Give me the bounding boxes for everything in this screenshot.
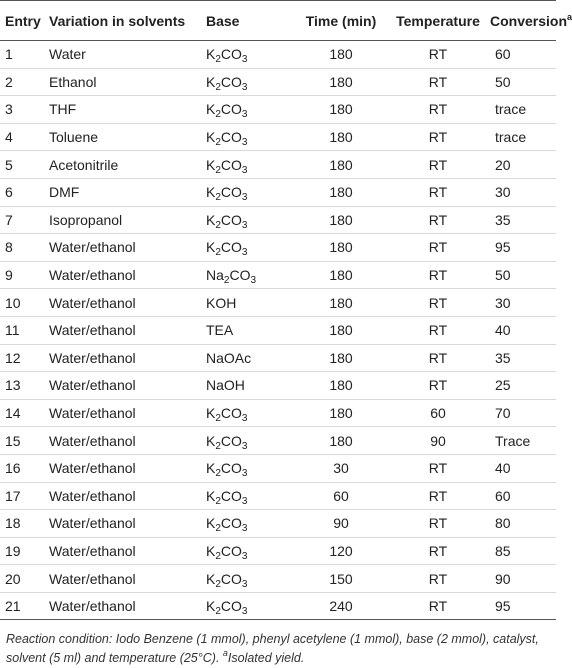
cell-solvent: Water/ethanol <box>44 399 201 427</box>
cell-conversion: trace <box>485 96 556 124</box>
cell-time: 180 <box>291 96 391 124</box>
base-rest: CO <box>220 542 242 559</box>
table-row <box>0 68 556 96</box>
cell-temperature: 60 <box>391 399 485 427</box>
cell-time: 240 <box>291 592 391 620</box>
cell-temperature: RT <box>391 344 485 372</box>
cell-entry: 10 <box>0 289 44 317</box>
cell-entry: 2 <box>0 68 44 96</box>
base-sub: 2 <box>215 606 221 618</box>
base-main: K <box>206 156 216 173</box>
base-rest: CO <box>220 101 242 118</box>
base-sub: 2 <box>215 109 221 121</box>
base-rest: CO <box>220 460 242 477</box>
cell-conversion: Trace <box>485 427 556 455</box>
base-sub: 2 <box>215 192 221 204</box>
table-row <box>0 289 556 317</box>
cell-time: 180 <box>291 261 391 289</box>
base-sub2: 3 <box>241 440 248 452</box>
cell-time: 90 <box>291 510 391 538</box>
cell-conversion: 30 <box>485 178 556 206</box>
cell-time: 180 <box>291 344 391 372</box>
base-sub2: 3 <box>241 468 248 480</box>
cell-base <box>201 41 291 69</box>
cell-solvent: Isopropanol <box>44 206 201 234</box>
cell-entry: 13 <box>0 372 44 400</box>
base-sub2: 3 <box>241 578 248 590</box>
base-sub: 2 <box>215 54 221 66</box>
cell-temperature: RT <box>391 289 485 317</box>
cell-temperature: RT <box>391 151 485 179</box>
cell-base <box>201 96 291 124</box>
cell-conversion: 80 <box>485 510 556 538</box>
table-row <box>0 178 556 206</box>
base-sub: 2 <box>215 137 221 149</box>
cell-entry: 20 <box>0 565 44 593</box>
base-sub: 2 <box>215 523 221 535</box>
base-rest: CO <box>220 211 242 228</box>
base-rest: CO <box>220 598 242 615</box>
table-row <box>0 96 556 124</box>
base-main: K <box>206 211 216 228</box>
base-main: NaOH <box>206 377 245 394</box>
base-rest: CO <box>220 156 242 173</box>
table-row <box>0 344 556 372</box>
header-conversion-sup: a <box>567 11 572 22</box>
table-row <box>0 372 556 400</box>
base-main: K <box>206 515 216 532</box>
cell-entry: 15 <box>0 427 44 455</box>
base-sub2: 3 <box>241 606 248 618</box>
cell-conversion: 70 <box>485 399 556 427</box>
cell-base <box>201 234 291 262</box>
cell-temperature: RT <box>391 206 485 234</box>
cell-base <box>201 289 291 317</box>
table-row <box>0 234 556 262</box>
cell-time: 180 <box>291 316 391 344</box>
cell-base <box>201 178 291 206</box>
cell-entry: 19 <box>0 537 44 565</box>
cell-solvent: Water/ethanol <box>44 565 201 593</box>
cell-conversion: 60 <box>485 482 556 510</box>
base-sub: 2 <box>215 219 221 231</box>
base-main: K <box>206 432 216 449</box>
base-rest: CO <box>220 487 242 504</box>
header-temperature: Temperature <box>391 1 485 41</box>
cell-entry: 9 <box>0 261 44 289</box>
cell-temperature: RT <box>391 316 485 344</box>
base-rest: CO <box>220 515 242 532</box>
cell-conversion: 35 <box>485 206 556 234</box>
cell-conversion: 35 <box>485 344 556 372</box>
cell-time: 180 <box>291 151 391 179</box>
cell-time: 150 <box>291 565 391 593</box>
base-rest: CO <box>220 129 242 146</box>
table-row <box>0 316 556 344</box>
cell-time: 180 <box>291 289 391 317</box>
cell-temperature: RT <box>391 537 485 565</box>
cell-base <box>201 592 291 620</box>
table-row <box>0 592 556 620</box>
cell-time: 60 <box>291 482 391 510</box>
cell-time: 120 <box>291 537 391 565</box>
base-main: TEA <box>206 322 234 339</box>
cell-conversion: 20 <box>485 151 556 179</box>
base-main: K <box>206 101 216 118</box>
cell-temperature: RT <box>391 96 485 124</box>
header-conversion-label: Conversion <box>490 12 568 29</box>
base-rest: CO <box>220 239 242 256</box>
base-rest: CO <box>229 267 251 284</box>
cell-entry: 4 <box>0 123 44 151</box>
table-row <box>0 151 556 179</box>
cell-conversion: 40 <box>485 316 556 344</box>
base-main: KOH <box>206 294 237 311</box>
cell-time: 180 <box>291 427 391 455</box>
cell-solvent: Water/ethanol <box>44 316 201 344</box>
table-row <box>0 261 556 289</box>
table-row <box>0 454 556 482</box>
cell-base <box>201 537 291 565</box>
cell-entry: 8 <box>0 234 44 262</box>
cell-base <box>201 510 291 538</box>
cell-conversion: 25 <box>485 372 556 400</box>
cell-temperature: RT <box>391 372 485 400</box>
cell-base <box>201 123 291 151</box>
base-sub2: 3 <box>241 164 248 176</box>
cell-conversion: 60 <box>485 41 556 69</box>
cell-base <box>201 151 291 179</box>
cell-temperature: RT <box>391 234 485 262</box>
header-solvent: Variation in solvents <box>44 1 201 41</box>
base-main: Na <box>206 267 224 284</box>
cell-solvent: Water/ethanol <box>44 510 201 538</box>
cell-time: 180 <box>291 41 391 69</box>
base-main: K <box>206 542 216 559</box>
base-sub2: 3 <box>241 54 248 66</box>
cell-temperature: RT <box>391 565 485 593</box>
cell-entry: 12 <box>0 344 44 372</box>
cell-entry: 17 <box>0 482 44 510</box>
base-sub: 2 <box>215 578 221 590</box>
cell-base <box>201 454 291 482</box>
cell-temperature: RT <box>391 454 485 482</box>
table-row <box>0 565 556 593</box>
base-sub2: 3 <box>250 275 257 287</box>
table-row <box>0 510 556 538</box>
cell-temperature: RT <box>391 482 485 510</box>
base-rest: CO <box>220 73 242 90</box>
cell-conversion: 40 <box>485 454 556 482</box>
base-sub2: 3 <box>241 219 248 231</box>
cell-conversion: 50 <box>485 68 556 96</box>
cell-entry: 16 <box>0 454 44 482</box>
cell-base <box>201 427 291 455</box>
cell-conversion: 90 <box>485 565 556 593</box>
cell-conversion: 85 <box>485 537 556 565</box>
base-rest: CO <box>220 184 242 201</box>
cell-base <box>201 565 291 593</box>
base-main: K <box>206 405 216 422</box>
cell-base <box>201 399 291 427</box>
table-row <box>0 206 556 234</box>
cell-solvent: Acetonitrile <box>44 151 201 179</box>
base-main: K <box>206 129 216 146</box>
cell-solvent: Water/ethanol <box>44 372 201 400</box>
cell-time: 180 <box>291 68 391 96</box>
cell-entry: 11 <box>0 316 44 344</box>
table-row <box>0 41 556 69</box>
cell-entry: 5 <box>0 151 44 179</box>
cell-solvent: Water/ethanol <box>44 234 201 262</box>
cell-solvent: Water/ethanol <box>44 537 201 565</box>
base-sub: 2 <box>215 81 221 93</box>
base-main: K <box>206 598 216 615</box>
table-row <box>0 427 556 455</box>
cell-entry: 6 <box>0 178 44 206</box>
cell-temperature: RT <box>391 178 485 206</box>
cell-conversion: 50 <box>485 261 556 289</box>
base-main: K <box>206 73 216 90</box>
base-sub2: 3 <box>241 192 248 204</box>
base-sub2: 3 <box>241 523 248 535</box>
cell-temperature: RT <box>391 68 485 96</box>
table-row <box>0 537 556 565</box>
cell-solvent: Water/ethanol <box>44 344 201 372</box>
cell-solvent: Water <box>44 41 201 69</box>
cell-entry: 14 <box>0 399 44 427</box>
cell-conversion: 95 <box>485 234 556 262</box>
header-entry: Entry <box>0 1 44 41</box>
cell-solvent: DMF <box>44 178 201 206</box>
cell-entry: 21 <box>0 592 44 620</box>
cell-time: 180 <box>291 123 391 151</box>
cell-entry: 1 <box>0 41 44 69</box>
cell-solvent: Ethanol <box>44 68 201 96</box>
cell-temperature: RT <box>391 123 485 151</box>
cell-solvent: Water/ethanol <box>44 454 201 482</box>
cell-base <box>201 372 291 400</box>
cell-base <box>201 261 291 289</box>
table-row <box>0 123 556 151</box>
cell-time: 180 <box>291 178 391 206</box>
table-footnote <box>0 620 556 668</box>
cell-time: 180 <box>291 399 391 427</box>
base-main: K <box>206 460 216 477</box>
cell-solvent: Water/ethanol <box>44 427 201 455</box>
base-sub2: 3 <box>241 495 248 507</box>
cell-temperature: RT <box>391 510 485 538</box>
base-sub2: 3 <box>241 413 248 425</box>
table-row <box>0 482 556 510</box>
base-sub: 2 <box>215 495 221 507</box>
base-sub2: 3 <box>241 137 248 149</box>
base-rest: CO <box>220 432 242 449</box>
cell-conversion: 95 <box>485 592 556 620</box>
base-sub: 2 <box>215 413 221 425</box>
cell-base <box>201 482 291 510</box>
base-sub: 2 <box>215 247 221 259</box>
header-conversion <box>485 1 572 41</box>
table-row <box>0 399 556 427</box>
header-base: Base <box>201 1 291 41</box>
footnote-sup: a <box>222 648 228 659</box>
cell-base <box>201 344 291 372</box>
cell-temperature: RT <box>391 41 485 69</box>
base-rest: CO <box>220 405 242 422</box>
cell-entry: 3 <box>0 96 44 124</box>
cell-solvent: Water/ethanol <box>44 261 201 289</box>
cell-base <box>201 316 291 344</box>
cell-time: 30 <box>291 454 391 482</box>
header-row <box>0 1 556 41</box>
base-sub2: 3 <box>241 247 248 259</box>
cell-conversion: 30 <box>485 289 556 317</box>
cell-solvent: Water/ethanol <box>44 482 201 510</box>
base-sub2: 3 <box>241 109 248 121</box>
base-main: K <box>206 46 216 63</box>
base-main: K <box>206 570 216 587</box>
header-time: Time (min) <box>291 1 391 41</box>
cell-temperature: 90 <box>391 427 485 455</box>
base-rest: CO <box>220 570 242 587</box>
cell-time: 180 <box>291 372 391 400</box>
base-sub2: 3 <box>241 81 248 93</box>
base-main: NaOAc <box>206 349 252 366</box>
cell-time: 180 <box>291 234 391 262</box>
cell-solvent: THF <box>44 96 201 124</box>
cell-time: 180 <box>291 206 391 234</box>
footnote-text: Reaction condition: Iodo Benzene (1 mmol), phenyl acetylene (1 mmol), base (2 mmol), catalyst, solvent (5 ml) and temperature (25°C). <box>6 632 539 666</box>
cell-solvent: Water/ethanol <box>44 289 201 317</box>
base-sub: 2 <box>215 468 221 480</box>
cell-entry: 18 <box>0 510 44 538</box>
base-rest: CO <box>220 46 242 63</box>
cell-conversion: trace <box>485 123 556 151</box>
base-sub: 2 <box>223 275 230 287</box>
base-main: K <box>206 184 216 201</box>
base-main: K <box>206 239 216 256</box>
base-sub: 2 <box>215 164 221 176</box>
base-sub: 2 <box>215 550 221 562</box>
base-sub: 2 <box>215 440 221 452</box>
base-sub2: 3 <box>241 550 248 562</box>
cell-temperature: RT <box>391 592 485 620</box>
cell-base <box>201 68 291 96</box>
base-main: K <box>206 487 216 504</box>
cell-entry: 7 <box>0 206 44 234</box>
cell-temperature: RT <box>391 261 485 289</box>
cell-base <box>201 206 291 234</box>
cell-solvent: Water/ethanol <box>44 592 201 620</box>
footnote-tail: Isolated yield. <box>227 651 305 666</box>
cell-solvent: Toluene <box>44 123 201 151</box>
